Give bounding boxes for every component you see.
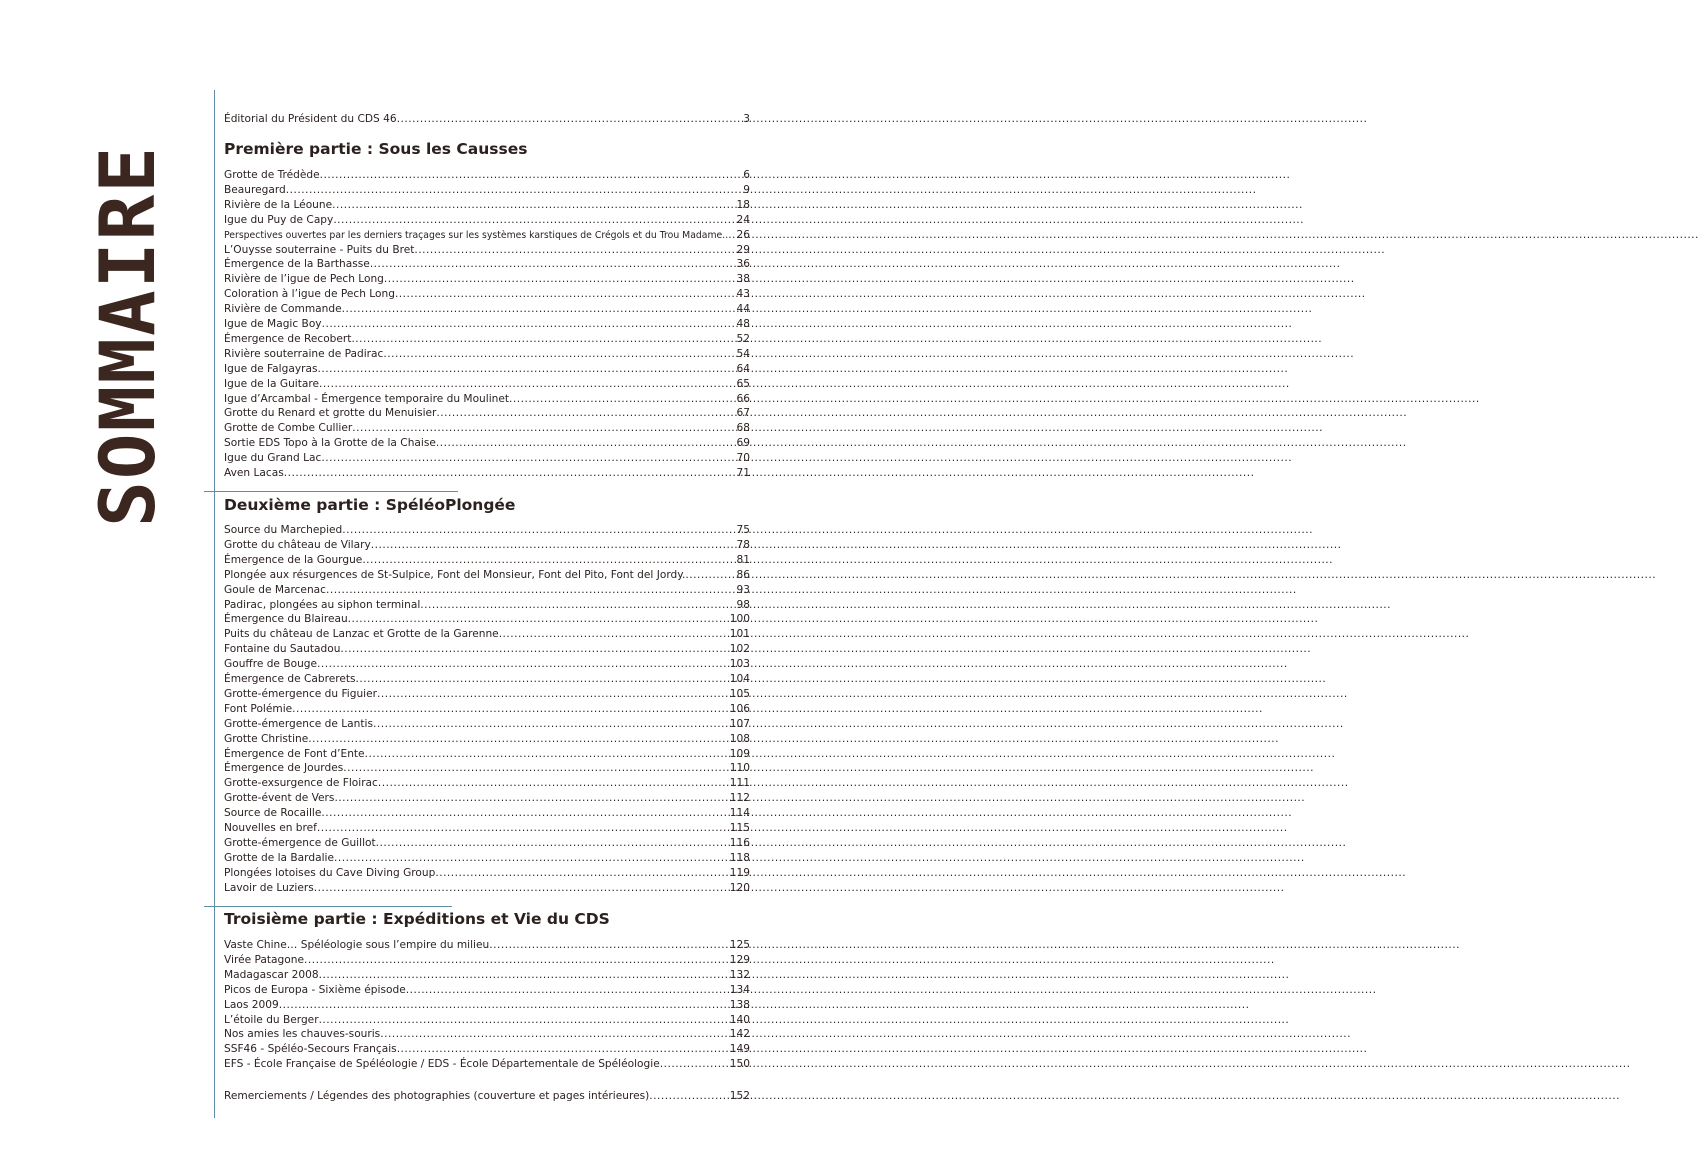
leader-dots xyxy=(320,168,744,183)
toc-entry-page: 105 xyxy=(729,687,750,700)
toc-entry-page: 104 xyxy=(729,673,750,685)
leader-dots xyxy=(406,983,730,998)
toc-entry-title: Coloration à l’igue de Pech Long xyxy=(224,288,395,301)
leader-dots xyxy=(334,791,729,806)
leader-dots xyxy=(279,998,730,1013)
leader-dots xyxy=(321,806,729,821)
toc-entry-title: Nouvelles en bref xyxy=(224,822,317,834)
toc-entry-page: 149 xyxy=(729,1043,750,1056)
toc-entry xyxy=(224,332,750,347)
leader-dots xyxy=(340,642,729,657)
toc-entry xyxy=(224,553,750,568)
toc-entry-page: 134 xyxy=(729,983,750,996)
toc-entry-page: 98 xyxy=(736,598,750,611)
leader-dots xyxy=(383,347,736,362)
toc-entry-title: Grotte de la Bardalie xyxy=(224,851,334,864)
toc-entry xyxy=(224,687,750,702)
toc-entry xyxy=(224,1042,750,1057)
toc-entry-page: 138 xyxy=(729,998,750,1011)
leader-dots xyxy=(284,466,737,481)
toc-entry-page: 119 xyxy=(729,866,750,879)
toc-entry-title: L’étoile du Berger xyxy=(224,1013,319,1026)
toc-entry-page: 71 xyxy=(736,467,750,479)
toc-entry xyxy=(224,657,750,672)
toc-entry xyxy=(224,627,750,642)
leader-dots xyxy=(509,392,736,407)
toc-entry-page: 67 xyxy=(736,407,750,420)
toc-entry-title: Émergence de Font d’Ente xyxy=(224,747,365,760)
leader-dots xyxy=(351,332,736,347)
section-heading: Troisième partie : Expéditions et Vie du CDS xyxy=(224,910,610,928)
leader-dots xyxy=(380,1027,730,1042)
toc-entry-page: 106 xyxy=(729,702,750,715)
toc-entry-title: Grotte du château de Vilary xyxy=(224,538,371,551)
leader-dots xyxy=(319,968,730,983)
toc-entry-title: Font Polémie xyxy=(224,702,293,715)
toc-entry-title: Rivière de Commande xyxy=(224,303,342,316)
toc-entry-title: Source de Rocaille xyxy=(224,807,322,820)
toc-entry-title: Madagascar 2008 xyxy=(224,968,319,981)
toc-entry xyxy=(224,717,750,732)
toc-entry xyxy=(224,583,750,598)
toc-entry xyxy=(224,1027,750,1042)
page-title-text: SOMMAIRE xyxy=(83,144,173,528)
leader-dots xyxy=(384,272,737,287)
toc-entry-page: 152 xyxy=(729,1090,750,1102)
leader-dots xyxy=(343,761,730,776)
toc-entry-title: Aven Lacas xyxy=(224,467,284,479)
toc-entry-page: 70 xyxy=(736,452,750,465)
toc-entry xyxy=(224,732,750,747)
toc-entry xyxy=(224,406,750,421)
toc-entry-page: 112 xyxy=(729,792,750,805)
leader-dots xyxy=(499,627,730,642)
toc-entry-editorial xyxy=(224,112,750,127)
leader-dots xyxy=(420,598,736,613)
toc-entry-page: 108 xyxy=(729,732,750,745)
leader-dots xyxy=(371,538,737,553)
toc-entry-page: 109 xyxy=(729,747,750,760)
toc-entry xyxy=(224,953,750,968)
toc-entry-page: 150 xyxy=(729,1058,750,1071)
toc-entry-page: 142 xyxy=(729,1028,750,1041)
toc-entry xyxy=(224,523,750,538)
toc-entry xyxy=(224,183,750,198)
toc-entry xyxy=(224,466,750,481)
toc-entry-page: 44 xyxy=(736,303,750,316)
toc-entry-title: Puits du château de Lanzac et Grotte de la Garenne xyxy=(224,628,499,641)
toc-entry xyxy=(224,998,750,1013)
toc-entry xyxy=(224,228,750,243)
leader-dots xyxy=(395,287,737,302)
toc-entry-page: 3 xyxy=(743,113,750,125)
toc-entry xyxy=(224,421,750,436)
toc-entry-page: 102 xyxy=(729,643,750,656)
leader-dots xyxy=(649,1089,730,1104)
toc-entry xyxy=(224,761,750,776)
leader-dots xyxy=(334,851,730,866)
toc-entry-title: Igue du Grand Lac xyxy=(224,452,322,465)
toc-entry xyxy=(224,568,750,583)
toc-entry-title: Émergence de la Barthasse xyxy=(224,258,370,271)
leader-dots xyxy=(348,612,730,627)
leader-dots xyxy=(317,821,730,836)
toc-entry xyxy=(224,642,750,657)
toc-entry-title: EFS - École Française de Spéléologie / EDS - École Départementale de Spéléologie xyxy=(224,1058,660,1071)
toc-entry-title: Goule de Marcenac xyxy=(224,583,326,596)
toc-entry xyxy=(224,672,750,687)
leader-dots xyxy=(326,583,737,598)
toc-entry-page: 24 xyxy=(736,213,750,226)
toc-entry-page: 36 xyxy=(736,258,750,271)
toc-entry-page: 100 xyxy=(729,613,750,626)
toc-entry xyxy=(224,317,750,332)
toc-entry-title: Igue d’Arcambal - Émergence temporaire du Moulinet xyxy=(224,392,510,405)
toc-entry-page: 115 xyxy=(729,822,750,834)
leader-dots xyxy=(660,1057,730,1072)
toc-entry-title: Émergence de la Gourgue xyxy=(224,553,363,566)
section-heading: Première partie : Sous les Causses xyxy=(224,140,528,158)
toc-entry-title: Rivière souterraine de Padirac xyxy=(224,347,384,360)
toc-entry-title: L’Ouysse souterraine - Puits du Bret xyxy=(224,243,415,256)
toc-entry-page: 118 xyxy=(729,851,750,864)
leader-dots xyxy=(321,451,736,466)
toc-entry-title: Source du Marchepied xyxy=(224,524,343,536)
leader-dots xyxy=(685,568,736,583)
toc-entry-title: Picos de Europa - Sixième épisode xyxy=(224,983,406,996)
leader-dots xyxy=(308,732,730,747)
leader-dots xyxy=(414,243,736,258)
toc-entry-title: Grotte-exsurgence de Floirac xyxy=(224,777,378,790)
toc-entry-title: Grotte-évent de Vers xyxy=(224,792,335,805)
toc-entry-title: Virée Patagone xyxy=(224,953,304,966)
section-divider xyxy=(204,491,458,492)
leader-dots xyxy=(435,866,729,881)
leader-dots xyxy=(436,436,737,451)
toc-entry xyxy=(224,598,750,613)
toc-entry-title: Padirac, plongées au siphon terminal xyxy=(224,598,421,611)
toc-entry-title: Plongées lotoises du Cave Diving Group xyxy=(224,866,436,879)
leader-dots xyxy=(292,702,730,717)
leader-dots xyxy=(333,213,736,228)
leader-dots xyxy=(397,1042,730,1057)
toc-entry-page: 66 xyxy=(736,392,750,405)
leader-dots xyxy=(489,938,730,953)
page-title-sommaire xyxy=(83,110,173,562)
leader-dots xyxy=(378,776,730,791)
section-divider xyxy=(204,906,452,907)
toc-entry xyxy=(224,243,750,258)
toc-entry xyxy=(224,612,750,627)
toc-entry-title: Rivière de la Léoune xyxy=(224,198,333,211)
toc-entry xyxy=(224,866,750,881)
toc-entry-title: Vaste Chine… Spéléologie sous l’empire du milieu xyxy=(224,939,490,951)
toc-entry-page: 125 xyxy=(729,939,750,951)
toc-entry xyxy=(224,287,750,302)
toc-entry xyxy=(224,702,750,717)
toc-entry-page: 86 xyxy=(736,568,750,581)
toc-entry xyxy=(224,302,750,317)
toc-entry xyxy=(224,198,750,213)
toc-entry-title: Grotte-émergence de Guillot xyxy=(224,836,376,849)
toc-entry-page: 110 xyxy=(729,762,750,775)
toc-entry-remerciements xyxy=(224,1089,750,1104)
leader-dots xyxy=(332,198,736,213)
toc-entry-page: 140 xyxy=(729,1013,750,1026)
toc-entry-title: Grotte de Combe Cullier xyxy=(224,422,353,435)
toc-entry-title: Nos amies les chauves-souris xyxy=(224,1028,381,1041)
leader-dots xyxy=(436,406,736,421)
toc-entry-title: Grotte de Trédède xyxy=(224,169,320,181)
leader-dots xyxy=(397,112,744,127)
toc-entry-title: Plongée aux résurgences de St-Sulpice, Font del Monsieur, Font del Pito, Font del Jordy. xyxy=(224,568,686,581)
toc-entry xyxy=(224,436,750,451)
leader-dots xyxy=(356,672,730,687)
leader-dots xyxy=(728,228,736,243)
toc-entry xyxy=(224,791,750,806)
toc-entry-page: 64 xyxy=(736,362,750,375)
toc-entry-page: 103 xyxy=(729,658,750,671)
toc-entry xyxy=(224,776,750,791)
toc-entry-page: 52 xyxy=(736,332,750,345)
leader-dots xyxy=(319,377,737,392)
leader-dots xyxy=(376,836,730,851)
toc-entry-title: Igue du Puy de Capy xyxy=(224,213,334,226)
toc-entry xyxy=(224,1057,750,1072)
toc-entry-title: Gouffre de Bouge xyxy=(224,658,318,671)
toc-entry-page: 65 xyxy=(736,377,750,390)
toc-entry xyxy=(224,377,750,392)
toc-entry xyxy=(224,538,750,553)
toc-entry-page: 9 xyxy=(743,183,750,196)
toc-entry-title: SSF46 - Spéléo-Secours Français xyxy=(224,1043,397,1056)
toc-entry-title: Sortie EDS Topo à la Grotte de la Chaise xyxy=(224,437,436,450)
toc-entry xyxy=(224,451,750,466)
toc-entry-title: Igue de la Guitare xyxy=(224,377,320,390)
toc-entry-page: 78 xyxy=(736,538,750,551)
toc-entry xyxy=(224,392,750,407)
toc-entry-page: 18 xyxy=(736,198,750,211)
toc-entry xyxy=(224,257,750,272)
toc-entry-title: Grotte du Renard et grotte du Menuisier xyxy=(224,407,437,420)
leader-dots xyxy=(373,717,730,732)
leader-dots xyxy=(342,523,736,538)
toc-entry-title: Igue de Magic Boy xyxy=(224,318,322,330)
toc-entry xyxy=(224,272,750,287)
toc-entry-title: Éditorial du Président du CDS 46 xyxy=(224,113,397,125)
leader-dots xyxy=(377,687,730,702)
toc-entry xyxy=(224,851,750,866)
toc-entry-title: Igue de Falgayras xyxy=(224,362,318,375)
toc-entry xyxy=(224,1013,750,1028)
toc-entry-page: 48 xyxy=(736,318,750,330)
toc-entry xyxy=(224,747,750,762)
leader-dots xyxy=(286,183,744,198)
toc-entry-title: Émergence de Recobert xyxy=(224,332,352,345)
toc-entry xyxy=(224,362,750,377)
toc-entry-title: Grotte-émergence de Lantis xyxy=(224,717,373,730)
section-heading: Deuxième partie : SpéléoPlongée xyxy=(224,496,516,514)
toc-entry-title: Lavoir de Luziers xyxy=(224,881,314,894)
toc-entry xyxy=(224,938,750,953)
toc-entry-title: Remerciements / Légendes des photographies (couverture et pages intérieures) xyxy=(224,1090,650,1102)
toc-entry-page: 111 xyxy=(729,777,750,790)
toc-entry-page: 93 xyxy=(736,583,750,596)
toc-entry-page: 26 xyxy=(736,228,750,241)
leader-dots xyxy=(314,881,730,896)
toc-entry-page: 6 xyxy=(743,169,750,181)
toc-entry xyxy=(224,806,750,821)
toc-entry-page: 132 xyxy=(729,968,750,981)
toc-entry-page: 38 xyxy=(736,273,750,286)
toc-entry-page: 29 xyxy=(736,243,750,256)
toc-entry-page: 116 xyxy=(729,836,750,849)
leader-dots xyxy=(304,953,730,968)
toc-entry xyxy=(224,881,750,896)
toc-entry-page: 69 xyxy=(736,437,750,450)
toc-entry-title: Grotte Christine xyxy=(224,732,309,745)
toc-entry xyxy=(224,821,750,836)
vertical-rule xyxy=(214,90,215,1118)
toc-entry-title: Beauregard xyxy=(224,183,286,196)
toc-entry-page: 54 xyxy=(736,347,750,360)
toc-entry-page: 120 xyxy=(729,881,750,894)
leader-dots xyxy=(370,257,737,272)
toc-entry-title: Rivière de l’igue de Pech Long xyxy=(224,273,384,286)
toc-entry-page: 68 xyxy=(736,422,750,435)
toc-entry-title: Fontaine du Sautadou xyxy=(224,643,341,656)
toc-entry-page: 81 xyxy=(736,553,750,566)
leader-dots xyxy=(319,1013,730,1028)
leader-dots xyxy=(352,421,736,436)
toc-entry-title: Laos 2009 xyxy=(224,998,279,1011)
toc-entry-page: 129 xyxy=(729,953,750,966)
toc-entry-page: 75 xyxy=(736,524,750,536)
toc-entry-page: 43 xyxy=(736,288,750,301)
toc-entry-title: Grotte-émergence du Figuier xyxy=(224,687,377,700)
toc-entry-page: 101 xyxy=(729,628,750,641)
leader-dots xyxy=(365,747,730,762)
toc-entry-title: Perspectives ouvertes par les derniers traçages sur les systèmes karstiques de Crégols et du Trou Madame.. xyxy=(224,229,729,241)
toc-entry xyxy=(224,347,750,362)
toc-entry xyxy=(224,213,750,228)
leader-dots xyxy=(317,362,736,377)
toc-entry xyxy=(224,968,750,983)
toc-entry xyxy=(224,168,750,183)
leader-dots xyxy=(322,317,737,332)
toc-entry-title: Émergence du Blaireau xyxy=(224,613,348,626)
toc-entry-title: Émergence de Cabrerets xyxy=(224,673,356,685)
toc-entry xyxy=(224,983,750,998)
toc-entry-page: 114 xyxy=(729,807,750,820)
toc-entry-page: 107 xyxy=(729,717,750,730)
toc-entry-title: Émergence de Jourdes xyxy=(224,762,344,775)
leader-dots xyxy=(342,302,737,317)
leader-dots xyxy=(362,553,736,568)
leader-dots xyxy=(317,657,730,672)
toc-entry xyxy=(224,836,750,851)
